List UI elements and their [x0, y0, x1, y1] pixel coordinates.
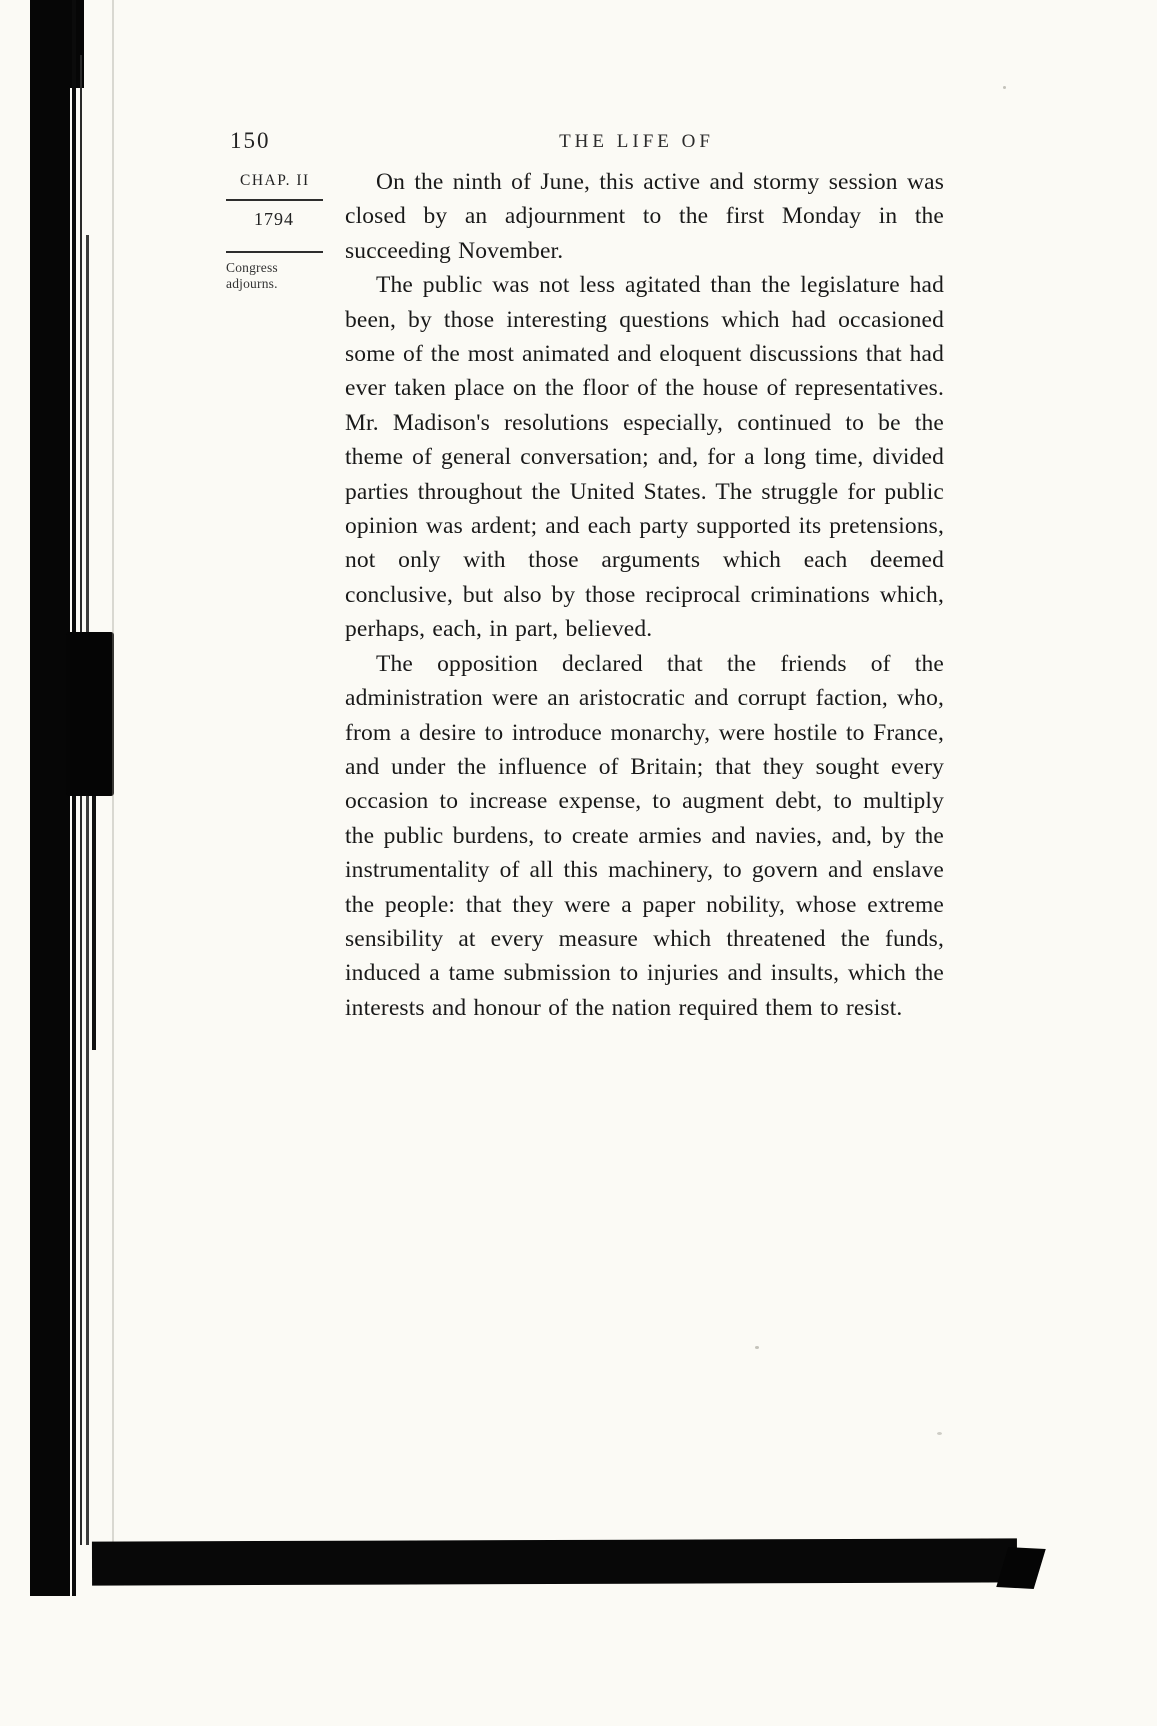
scan-artifact-line — [72, 0, 76, 1596]
scan-speck — [1003, 86, 1006, 89]
scan-artifact-line — [86, 235, 89, 1545]
page-number: 150 — [230, 128, 271, 153]
running-header — [0, 131, 1157, 153]
scan-speck — [937, 1432, 942, 1435]
scan-artifact-line — [92, 780, 96, 1050]
side-note: Congress adjourns. — [226, 260, 278, 291]
scan-speck — [755, 1346, 759, 1349]
scan-artifact-blob — [66, 632, 114, 796]
chapter-heading: CHAP. II — [240, 172, 310, 189]
body-text-column — [345, 165, 944, 1025]
year-note: 1794 — [254, 209, 294, 229]
paragraph: The opposition declared that the friends of the administration were an aristocratic and corrupt faction, who, from a desire to introduce monarchy, were hostile to France, and under the influence of Britain; that they sought every occasion to increase expense, to augment debt, to multiply the public burdens, to create armies and navies, and, by the instrumentality of all this machinery, to govern and enslave the people: that they were a paper nobility, whose extreme sensibility at every measure which threatened the funds, induced a tame submission to injuries and insults, which the interests and honour of the nation required them to resist. — [345, 650, 944, 1021]
scan-artifact-line — [80, 55, 82, 1545]
scan-artifact-bottom-bar — [92, 1538, 1017, 1585]
margin-notes-column — [226, 172, 323, 291]
paragraph: The public was not less agitated than the legislature had been, by those interesting questions which had occasioned some of the most animated and eloquent discussions that had ever taken place on the floor of the house of representatives. Mr. Madison's resolutions especially, continued to be the theme of general conversation; and, for a long time, divided parties throughout the United States. The struggle for public opinion was ardent; and each party supported its pretensions, not only with those arguments which each deemed conclusive, but also by those reciprocal criminations which, perhaps, each, in part, believed. — [345, 272, 944, 643]
margin-rule — [226, 251, 323, 253]
paragraph: On the ninth of June, this active and stormy session was closed by an adjournment to the first Monday in the succeeding November. — [345, 169, 944, 264]
scan-artifact-faint-line — [112, 0, 114, 1545]
running-header-text: THE LIFE OF — [559, 131, 714, 152]
scan-artifact-left-band — [30, 0, 70, 1596]
